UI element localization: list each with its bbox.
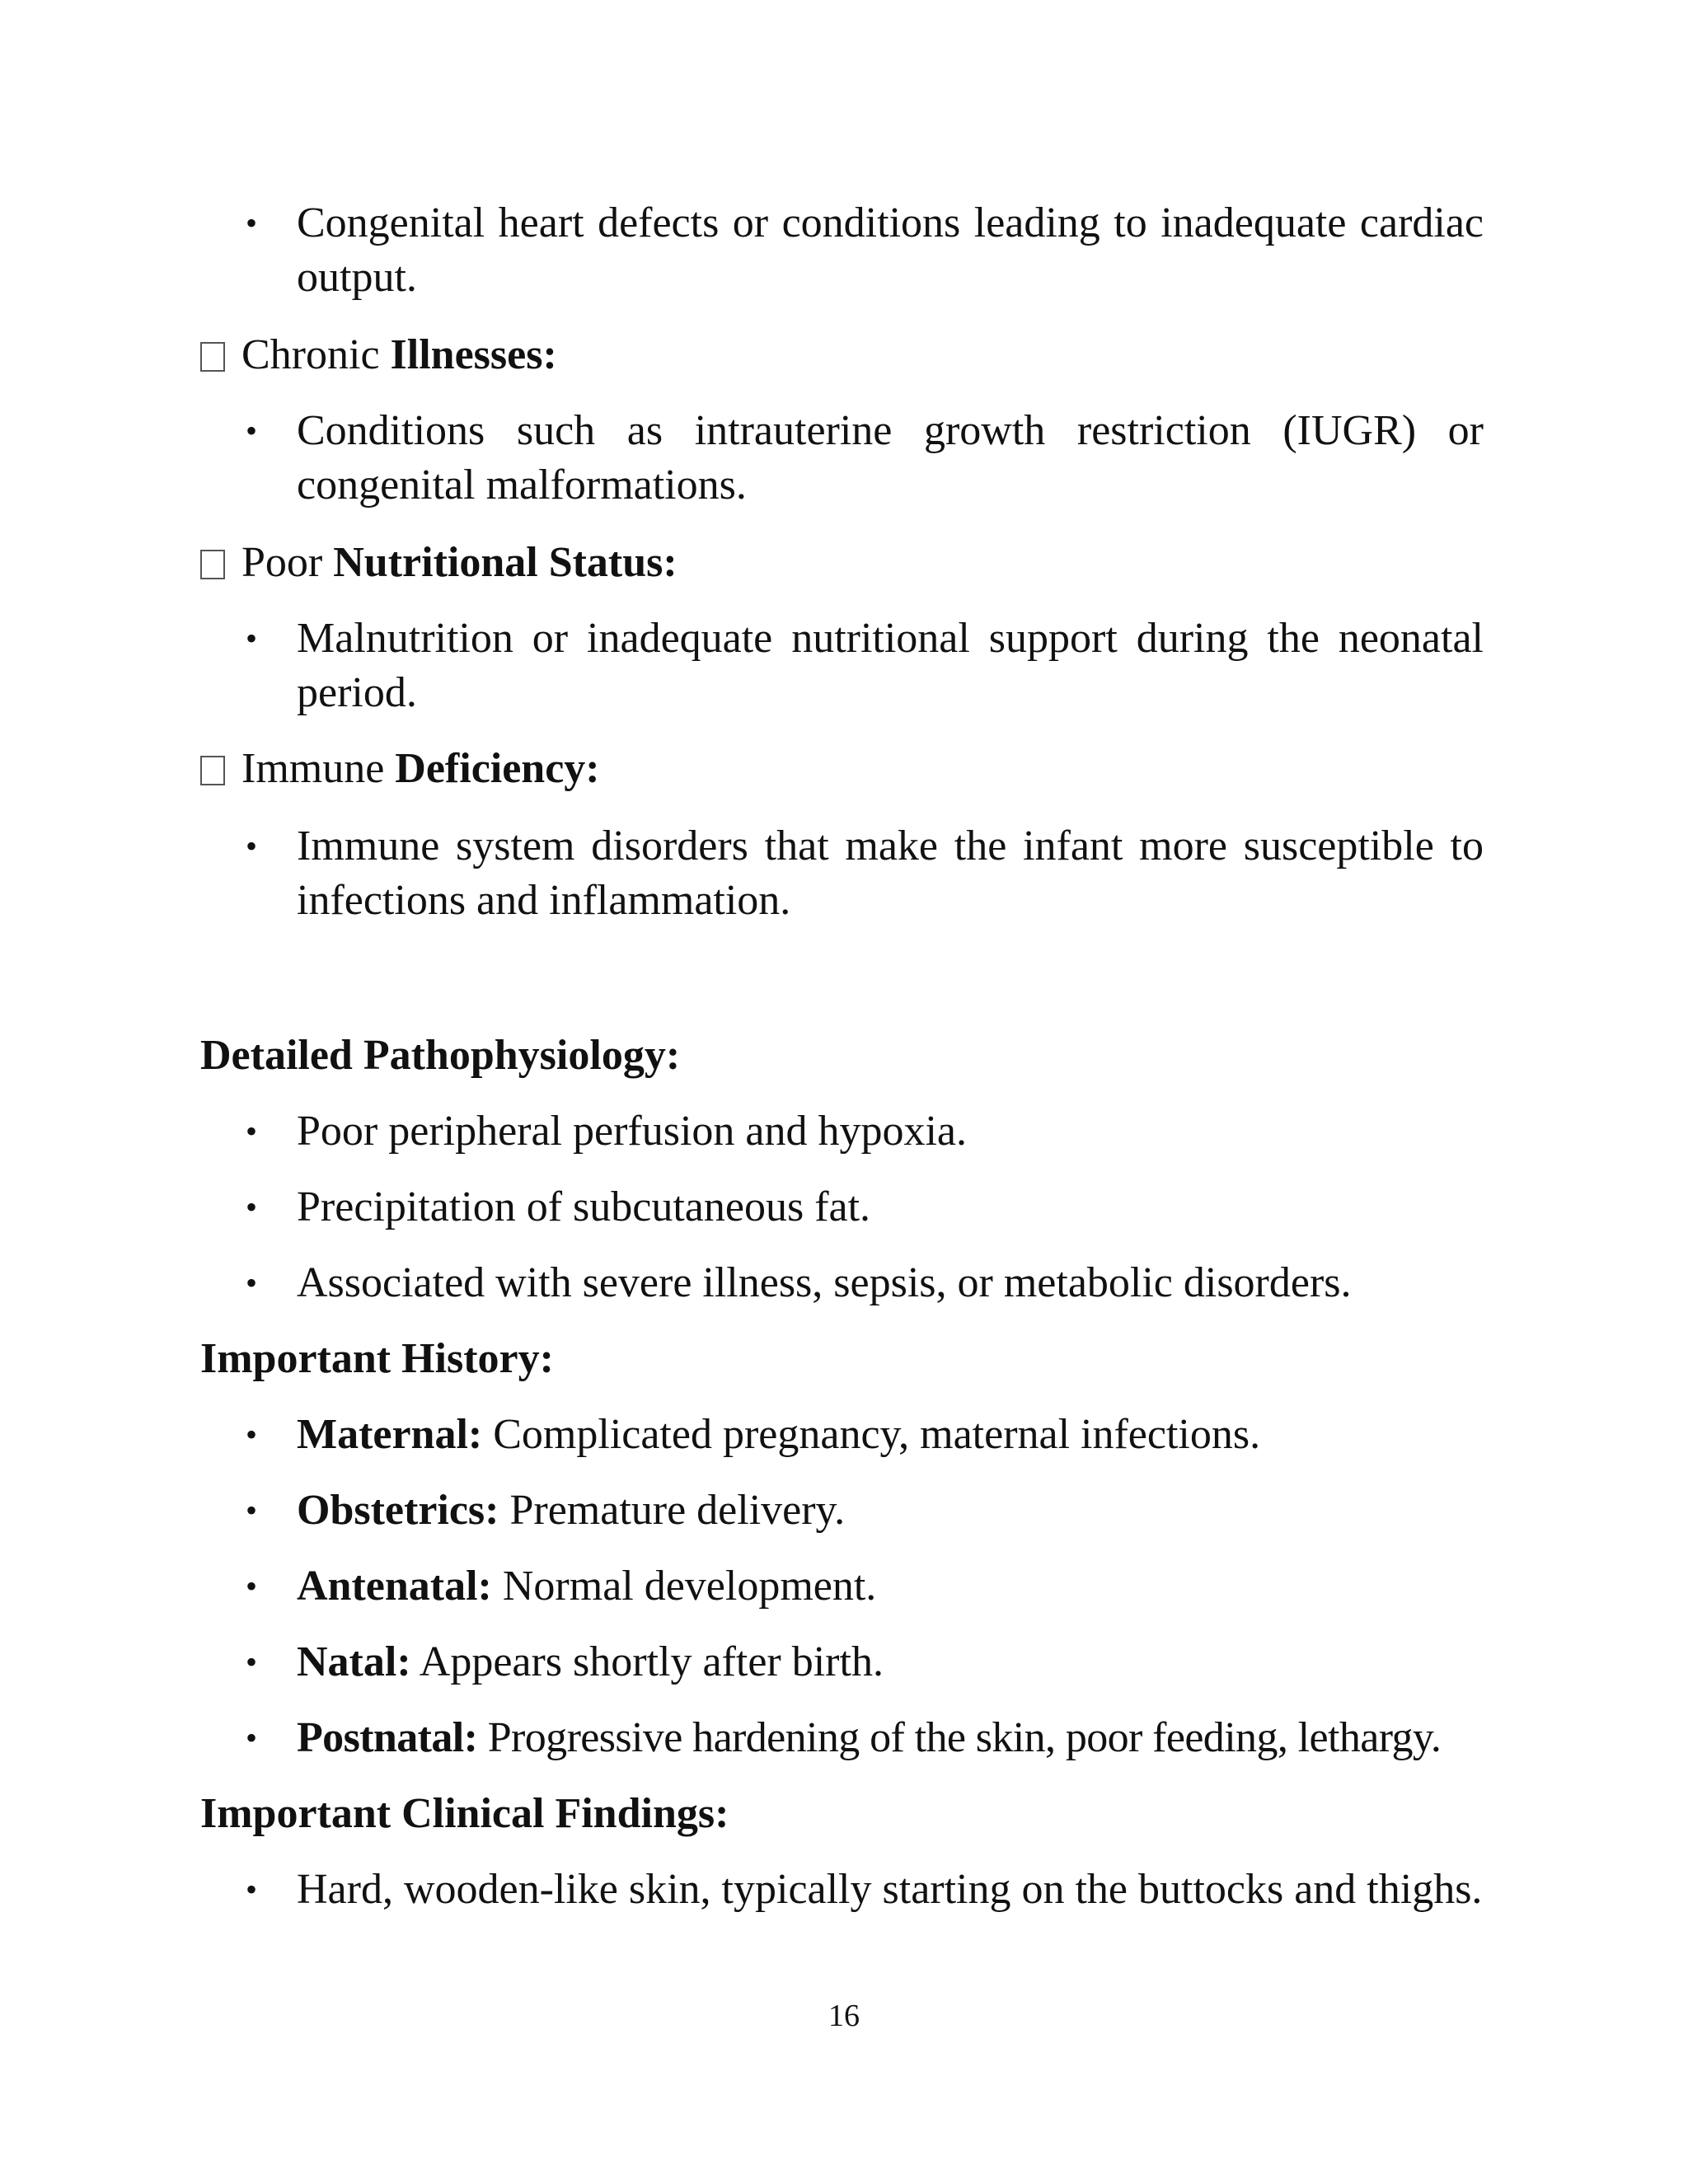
list-item-text: Conditions such as intrauterine growth restriction (IUGR) or congenital malformations. xyxy=(297,407,1484,509)
section-heading-clinical-findings: Important Clinical Findings: xyxy=(200,1790,729,1837)
bullet-icon: • xyxy=(246,1871,258,1908)
list-item-text: Hard, wooden-like skin, typically starting on the buttocks and thighs. xyxy=(297,1866,1483,1913)
subheading-immune-deficiency xyxy=(200,742,600,796)
bullet-icon: • xyxy=(246,1188,258,1226)
subheading-nutritional-status xyxy=(200,536,678,590)
bullet-icon: • xyxy=(246,1113,258,1150)
list-item-body: Normal development. xyxy=(502,1563,877,1610)
bullet-icon: • xyxy=(246,1568,258,1605)
list-item-text xyxy=(297,1635,1484,1690)
bullet-icon: • xyxy=(246,204,258,241)
list-item-body: Progressive hardening of the skin, poor feeding, lethargy. xyxy=(487,1714,1442,1761)
list-item-body: Premature delivery. xyxy=(509,1487,846,1534)
list-item-text: Malnutrition or inadequate nutritional support during the neonatal period. xyxy=(297,615,1484,716)
list-item-label: Postnatal: xyxy=(297,1714,478,1761)
list-item-label: Maternal: xyxy=(297,1411,483,1458)
subheading-plain: Immune xyxy=(241,745,385,792)
bullet-icon: • xyxy=(246,1643,258,1680)
checkbox-glyph-icon xyxy=(200,756,225,785)
bullet-icon: • xyxy=(246,1492,258,1529)
list-item-body: Appears shortly after birth. xyxy=(419,1638,884,1685)
list-item-text xyxy=(297,1483,1484,1538)
subheading-bold: Illnesses: xyxy=(390,331,557,378)
list-item-text: Precipitation of subcutaneous fat. xyxy=(297,1183,871,1230)
subheading-bold: Deficiency: xyxy=(395,745,600,792)
section-heading-history: Important History: xyxy=(200,1335,554,1382)
bullet-icon: • xyxy=(246,827,258,865)
bullet-icon: • xyxy=(246,1416,258,1453)
list-item-text: Congenital heart defects or conditions leading to inadequate cardiac output. xyxy=(297,199,1484,301)
list-item-body: Complicated pregnancy, maternal infections. xyxy=(493,1411,1261,1458)
list-item-text: Poor peripheral perfusion and hypoxia. xyxy=(297,1108,968,1155)
subheading-bold: Nutritional Status: xyxy=(333,539,678,586)
list-item-text xyxy=(297,1711,1484,1765)
list-item-text: Associated with severe illness, sepsis, or metabolic disorders. xyxy=(297,1259,1352,1306)
section-heading-pathophysiology: Detailed Pathophysiology: xyxy=(200,1032,681,1079)
checkbox-glyph-icon xyxy=(200,550,225,579)
checkbox-glyph-icon xyxy=(200,342,225,372)
bullet-icon: • xyxy=(246,620,258,657)
subheading-plain: Chronic xyxy=(241,331,380,378)
list-item-text: Immune system disorders that make the infant more susceptible to infections and inflammation. xyxy=(297,823,1484,924)
list-item-text xyxy=(297,1559,1484,1614)
bullet-icon: • xyxy=(246,1719,258,1756)
list-item-text xyxy=(297,1408,1484,1462)
subheading-plain: Poor xyxy=(241,539,323,586)
list-item-label: Obstetrics: xyxy=(297,1487,499,1534)
list-item-label: Antenatal: xyxy=(297,1563,492,1610)
list-item-label: Natal: xyxy=(297,1638,411,1685)
subheading-chronic-illnesses xyxy=(200,328,557,382)
bullet-icon: • xyxy=(246,1264,258,1301)
page-number: 16 xyxy=(828,1999,860,2033)
bullet-icon: • xyxy=(246,412,258,449)
